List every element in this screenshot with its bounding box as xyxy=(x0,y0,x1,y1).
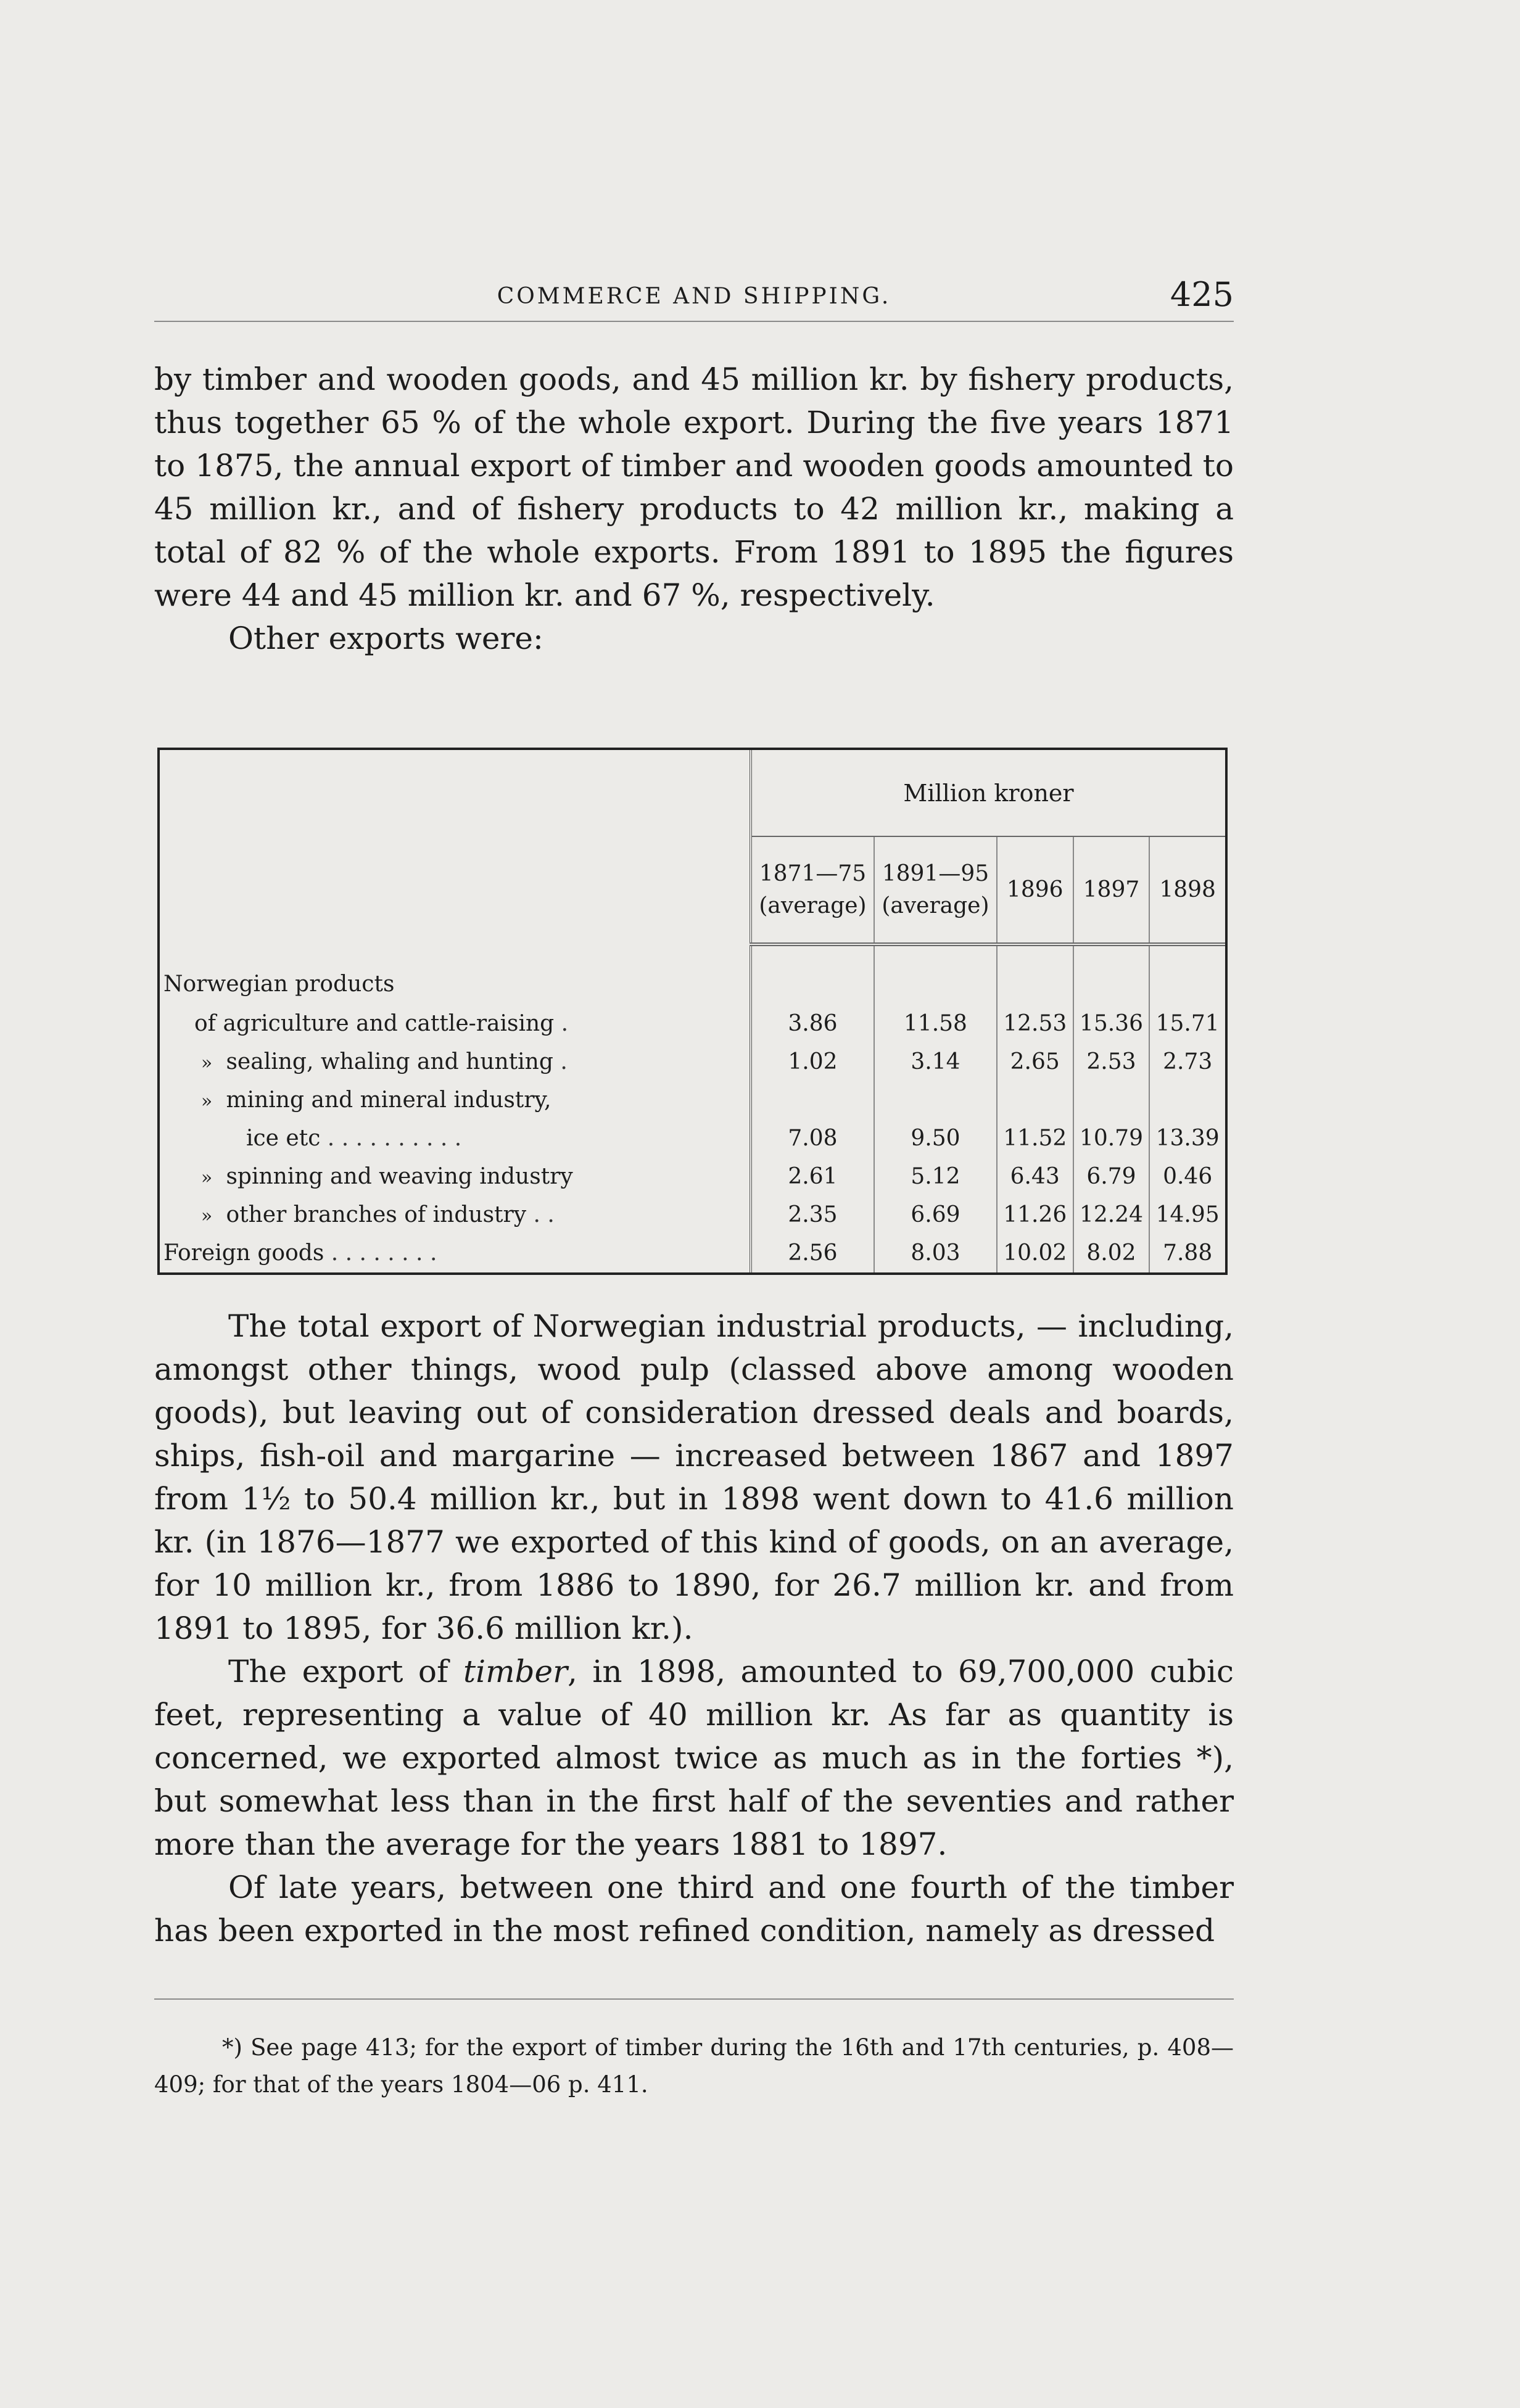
column-header: 1891—95 (average) xyxy=(874,836,997,944)
cell: 9.50 xyxy=(874,1119,997,1158)
column-header: 1898 xyxy=(1149,836,1225,944)
paragraph-3: The total export of Norwegian industrial products, — including, amongst other things, wood pulp (classed above among wooden goods), but leaving out of consideration dressed deals and boards, ships, fish-oil and margarine — increased between 1867 and 1897 from 1½ to 50.4 million kr., but in 1898 went down to 41.6 million kr. (in 1876—1877 we exported of this kind of goods, on an average, for 10 million kr., from 1886 to 1890, for 26.7 million kr. and from 1891 to 1895, for 36.6 million kr.). xyxy=(154,1308,1234,1646)
cell: 3.14 xyxy=(874,1043,997,1081)
footnote-divider xyxy=(154,1998,1234,2000)
cell: 12.24 xyxy=(1073,1196,1150,1234)
ditto-mark: » xyxy=(200,1167,213,1189)
cell: 8.03 xyxy=(874,1234,997,1272)
cell: 11.26 xyxy=(997,1196,1073,1234)
row-label: mining and mineral industry, xyxy=(226,1087,551,1113)
cell: 1.02 xyxy=(751,1043,874,1081)
cell: 13.39 xyxy=(1149,1119,1225,1158)
cell: 2.61 xyxy=(751,1158,874,1196)
row-label: of agriculture and cattle-raising xyxy=(194,1011,555,1037)
cell: 6.79 xyxy=(1073,1158,1150,1196)
exports-table-frame xyxy=(157,748,1228,1275)
table-row xyxy=(160,1081,1225,1119)
italic-term: timber xyxy=(463,1654,568,1689)
ditto-mark: » xyxy=(200,1091,213,1113)
table-group-header: Million kroner xyxy=(751,750,1225,836)
paragraph-2: Other exports were: xyxy=(228,621,543,656)
row-label: spinning and weaving industry xyxy=(226,1164,573,1190)
paragraph-5: Of late years, between one third and one fourth of the timber has been exported in the most refined condition, namely as dressed xyxy=(154,1870,1234,1948)
cell: 12.53 xyxy=(997,1005,1073,1043)
table-row: of agriculture and cattle-raising . 3.86 11.58 12.53 15.36 15.71 xyxy=(160,1005,1225,1043)
body-text-top xyxy=(154,358,1234,660)
row-label: sealing, whaling and hunting xyxy=(226,1049,553,1075)
cell: 10.02 xyxy=(997,1234,1073,1272)
table-row xyxy=(160,944,1225,1004)
page-number: 425 xyxy=(1170,275,1234,314)
cell: 2.65 xyxy=(997,1043,1073,1081)
table-row: ice etc . . . . . . . . . . 7.08 9.50 11.52 10.79 13.39 xyxy=(160,1119,1225,1158)
exports-table xyxy=(160,750,1225,1272)
cell: 15.71 xyxy=(1149,1005,1225,1043)
running-title: COMMERCE AND SHIPPING. xyxy=(497,284,891,309)
ditto-mark: » xyxy=(200,1052,213,1074)
table-stub-header xyxy=(160,750,751,944)
table-row: Foreign goods . . . . . . . . 2.56 8.03 10.02 8.02 7.88 xyxy=(160,1234,1225,1272)
cell: 7.88 xyxy=(1149,1234,1225,1272)
section-label: Norwegian products xyxy=(160,944,751,1004)
cell: 10.79 xyxy=(1073,1119,1150,1158)
footnote xyxy=(154,2029,1234,2103)
cell: 3.86 xyxy=(751,1005,874,1043)
footnote-text: *) See page 413; for the export of timber during the 16th and 17th centuries, p. 408—409; for that of the years 1804—06 p. 411. xyxy=(154,2034,1234,2098)
body-text-bottom xyxy=(154,1305,1234,1952)
paragraph-1: by timber and wooden goods, and 45 million kr. by fishery products, thus together 65 % of the whole export. During the five years 1871 to 1875, the annual export of timber and wooden goods amounted to 45 million kr., and of fishery products to 42 million kr., making a total of 82 % of the whole exports. From 1891 to 1895 the figures were 44 and 45 million kr. and 67 %, respectively. xyxy=(154,361,1234,613)
column-header: 1896 xyxy=(997,836,1073,944)
cell: 6.69 xyxy=(874,1196,997,1234)
row-label: ice etc xyxy=(246,1126,321,1152)
row-label: other branches of industry xyxy=(226,1202,527,1228)
cell: 0.46 xyxy=(1149,1158,1225,1196)
cell: 7.08 xyxy=(751,1119,874,1158)
table-row: » other branches of industry . . 2.35 6.69 11.26 12.24 14.95 xyxy=(160,1196,1225,1234)
cell: 2.53 xyxy=(1073,1043,1150,1081)
cell: 5.12 xyxy=(874,1158,997,1196)
cell: 2.56 xyxy=(751,1234,874,1272)
running-header xyxy=(154,271,1234,322)
ditto-mark: » xyxy=(200,1205,213,1227)
column-header: 1871—75 (average) xyxy=(751,836,874,944)
cell: 2.35 xyxy=(751,1196,874,1234)
row-label: Foreign goods xyxy=(163,1240,324,1266)
table-row: » sealing, whaling and hunting . 1.02 3.14 2.65 2.53 2.73 xyxy=(160,1043,1225,1081)
table-row xyxy=(160,1158,1225,1196)
cell: 11.58 xyxy=(874,1005,997,1043)
column-header: 1897 xyxy=(1073,836,1150,944)
cell: 14.95 xyxy=(1149,1196,1225,1234)
cell: 8.02 xyxy=(1073,1234,1150,1272)
paragraph-4: The export of timber, in 1898, amounted to 69,700,000 cubic feet, representing a value of 40 million kr. As far as quantity is concerned, we exported almost twice as much as in the forties *), but somewhat less than in the first half of the seventies and rather more than the average for the years 1881 to 1897. xyxy=(154,1654,1234,1862)
cell: 6.43 xyxy=(997,1158,1073,1196)
cell: 15.36 xyxy=(1073,1005,1150,1043)
cell: 11.52 xyxy=(997,1119,1073,1158)
cell: 2.73 xyxy=(1149,1043,1225,1081)
